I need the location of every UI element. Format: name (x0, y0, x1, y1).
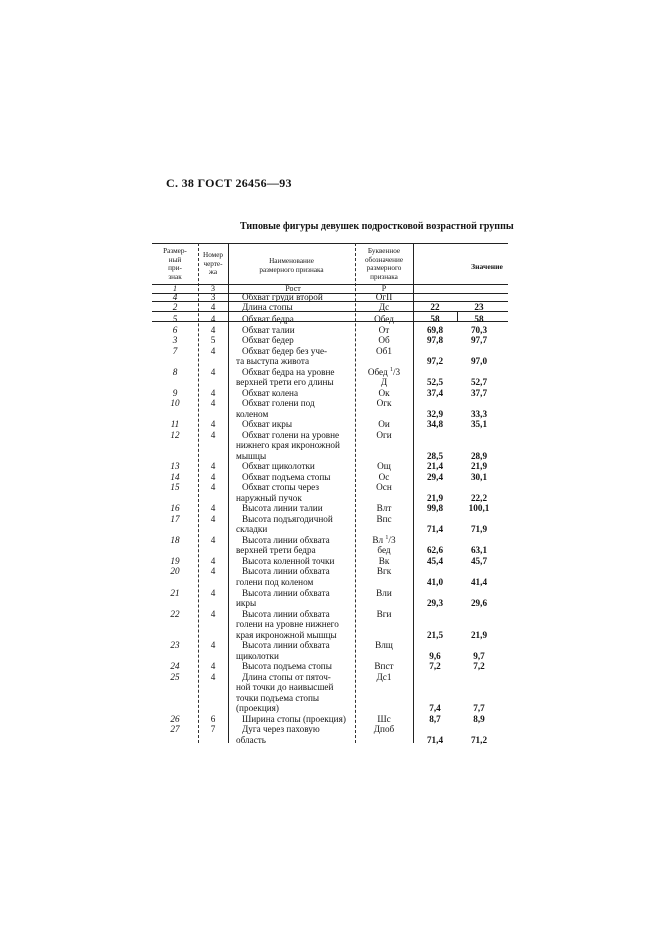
row-drawing-number: 4 (210, 429, 216, 440)
row-name: голени под коленом (236, 577, 314, 587)
row-symbol: Впс (376, 513, 392, 524)
page-header: С. 38 ГОСТ 26456—93 (166, 176, 292, 190)
row-name: Обхват щиколотки (242, 461, 315, 472)
header-line: Номер (203, 251, 223, 259)
row-name: Обхват подъема стопы (242, 471, 331, 482)
row-drawing-number: 4 (210, 314, 216, 324)
row-value-22: 37,4 (426, 387, 444, 398)
row-number: 15 (170, 482, 180, 493)
row-name: область (236, 734, 266, 745)
row-value-22: 21,9 (426, 492, 444, 503)
row-name: наружный пучок (236, 492, 302, 503)
header-line: размерного (366, 264, 402, 272)
row-number: 9 (172, 387, 178, 398)
row-drawing-number: 4 (210, 566, 216, 577)
row-symbol: Ои (378, 419, 390, 430)
row-drawing-number: 7 (210, 724, 216, 735)
row-symbol: Обед $^1$/3 (367, 366, 401, 377)
row-value-22: 62,6 (426, 545, 444, 556)
row-number: 25 (170, 671, 180, 682)
row-symbol: Обед (374, 314, 394, 324)
row-symbol: Вли (376, 587, 392, 598)
row-value-23: 9,7 (473, 650, 485, 661)
row-name: Высота линии талии (242, 503, 323, 514)
row-symbol: Об1 (376, 345, 392, 356)
row-drawing-number: 4 (210, 534, 216, 545)
row-name: ной точки до наивысшей (236, 682, 334, 693)
table-top-border (152, 243, 508, 244)
row-name: верхней трети его длины (236, 377, 334, 388)
row-number: 11 (170, 419, 180, 430)
row-value-22: 71,4 (426, 524, 444, 535)
row-drawing-number: 4 (210, 345, 216, 356)
row-value-22: 22 (430, 302, 440, 312)
row-name: края икроножной мышцы (236, 629, 337, 640)
row-value-23: 52,7 (470, 377, 488, 388)
index-drawing: 3 (211, 284, 215, 293)
row-name: Высота линии обхвата (242, 587, 330, 598)
header-line: Наименование (269, 257, 314, 265)
row-name: икры (236, 598, 257, 609)
row-symbol: Осн (376, 482, 392, 493)
row-name: Высота линии обхвата (242, 534, 330, 545)
row-name: щиколотки (236, 650, 279, 661)
header-line: Размер- (163, 247, 187, 255)
row-drawing-number: 5 (210, 335, 216, 346)
row-value-22: 29,4 (426, 471, 444, 482)
row-name: голени на уровне нижнего (236, 619, 339, 630)
row-drawing-number: 4 (210, 661, 216, 672)
header-line: жа (208, 268, 218, 276)
row-drawing-number: 4 (210, 482, 216, 493)
row-symbol: Впст (374, 661, 394, 672)
row-value-23: 37,7 (470, 387, 488, 398)
row-symbol: Вги (376, 608, 392, 619)
header-line: знак (168, 272, 182, 281)
header-drawing (198, 251, 228, 277)
row-value-23: 28,9 (470, 450, 488, 461)
row-symbol: Вл $^1$/3 (372, 534, 396, 545)
row-name: Обхват бедер без уче- (242, 345, 328, 356)
row-symbol: Д (380, 377, 388, 388)
row-number: 24 (170, 661, 180, 672)
row-value-23: 21,9 (470, 629, 488, 640)
row-value-22: 69,8 (426, 324, 444, 335)
row-drawing-number: 4 (210, 671, 216, 682)
row-name: Обхват бедра (242, 314, 294, 324)
index-number: 1 (173, 284, 177, 293)
row-value-23: 7,2 (473, 661, 485, 672)
row-symbol: Вгк (376, 566, 392, 577)
row-name: Дуга через паховую (242, 724, 320, 735)
row-drawing-number: 4 (210, 419, 216, 430)
row-symbol: Об (378, 335, 390, 346)
row-symbol: От (378, 324, 390, 335)
row-number: 20 (170, 566, 180, 577)
row-number: 12 (170, 429, 180, 440)
row-name: складки (236, 524, 268, 535)
row-value-23: 7,7 (473, 703, 485, 714)
row-name: Обхват талии (242, 324, 295, 335)
row-number: 3 (172, 335, 178, 346)
row-name: точки подъема стопы (236, 692, 320, 703)
row-name: Высота подъема стопы (242, 661, 332, 672)
row-value-23: 58 (474, 314, 484, 324)
row-name: Обхват стопы через (242, 482, 319, 493)
row-value-22: 29,3 (426, 598, 444, 609)
row-symbol: Вк (378, 555, 390, 566)
row-value-23: 22,2 (470, 492, 488, 503)
row-value-23: 33,3 (470, 408, 488, 419)
row-name: Обхват бедер (242, 335, 294, 346)
row-symbol: Влт (376, 503, 392, 514)
row-drawing-number: 4 (210, 640, 216, 651)
row-symbol: бед (377, 545, 391, 556)
row-symbol: Оги (376, 429, 392, 440)
row-name: Высота линии обхвата (242, 566, 330, 577)
header-line: признака (370, 272, 398, 281)
row-name: Обхват колена (242, 387, 299, 398)
header-line: ный (168, 255, 182, 264)
row-number: 16 (170, 503, 180, 514)
row-value-22: 52,5 (426, 377, 444, 388)
row-symbol: Ос (378, 471, 390, 482)
header-symbol (355, 247, 413, 281)
row-number: 23 (170, 640, 180, 651)
row-symbol: Огк (376, 398, 392, 409)
row-drawing-number: 4 (210, 471, 216, 482)
table-caption: Типовые фигуры девушек подростковой возрастной группы (240, 221, 514, 232)
row-value-22: 41,0 (426, 577, 444, 587)
row-number: 5 (172, 314, 178, 324)
row-name: та выступа живота (236, 356, 310, 367)
row-name: Обхват икры (242, 419, 293, 430)
row-drawing-number: 3 (210, 292, 216, 302)
row-value-22: 21,5 (426, 629, 444, 640)
row-number: 13 (170, 461, 180, 472)
row-name: Длина стопы (242, 302, 293, 312)
row-number: 14 (170, 471, 180, 482)
row-number: 19 (170, 555, 180, 566)
header-line: черте- (203, 259, 223, 268)
row-name: Обхват груди второй (242, 292, 323, 302)
row-number: 4 (172, 292, 178, 302)
row-value-22: 99,8 (426, 503, 444, 514)
row-value-22: 28,5 (426, 450, 444, 461)
row-value-22: 7,4 (429, 703, 441, 714)
row-value-23: 97,7 (470, 335, 488, 346)
row-name: Обхват голени на уровне (242, 429, 340, 440)
row-value-22: 97,8 (426, 335, 444, 346)
row-number: 22 (170, 608, 180, 619)
row-number: 10 (170, 398, 180, 409)
row-value-22: 32,9 (426, 408, 444, 419)
row-drawing-number: 4 (210, 608, 216, 619)
row-name: мышцы (236, 450, 267, 461)
row-value-23: 23 (474, 302, 484, 312)
row-drawing-number: 4 (210, 461, 216, 472)
row-name: верхней трети бедра (236, 545, 316, 556)
row-name: коленом (236, 408, 269, 419)
header-value: Значение (471, 262, 503, 271)
header-number (152, 247, 198, 281)
row-number: 17 (170, 513, 180, 524)
row-value-22: 71,4 (426, 734, 444, 745)
measurements-table (152, 243, 512, 753)
row-drawing-number: 6 (210, 713, 216, 724)
header-line: при- (168, 264, 182, 272)
row-drawing-number: 4 (210, 555, 216, 566)
header-line: обозначение (364, 255, 404, 264)
row-number: 8 (172, 366, 178, 377)
header-line: размерного признака (259, 265, 324, 274)
row-name: Длина стопы от пяточ- (242, 671, 331, 682)
row-name: Высота коленной точки (242, 555, 335, 566)
row-symbol: Влщ (375, 640, 393, 651)
row-value-22: 97,2 (426, 356, 444, 367)
index-symbol: Р (381, 284, 387, 293)
row-drawing-number: 4 (210, 587, 216, 598)
row-name: Обхват голени под (242, 398, 315, 409)
row-number: 2 (172, 302, 178, 312)
row-value-22: 8,7 (429, 713, 441, 724)
row-value-22: 34,8 (426, 419, 444, 430)
row-number: 26 (170, 713, 180, 724)
row-drawing-number: 4 (210, 302, 216, 312)
row-value-22: 58 (430, 314, 440, 324)
table-row (152, 301, 512, 313)
row-drawing-number: 4 (210, 513, 216, 524)
row-value-23: 45,7 (470, 555, 488, 566)
row-symbol: Дс1 (376, 671, 392, 682)
row-value-22: 7,2 (429, 661, 441, 672)
row-value-22: 21,4 (426, 461, 444, 472)
row-symbol: Дпоб (373, 724, 395, 735)
row-value-22: 9,6 (429, 650, 441, 661)
row-name: Обхват бедра на уровне (242, 366, 335, 377)
row-value-23: 29,6 (470, 598, 488, 609)
row-value-22: 45,4 (426, 555, 444, 566)
row-value-23: 8,9 (473, 713, 485, 724)
row-symbol: Ощ (377, 461, 391, 472)
row-name: Высота подъягодичной (242, 513, 333, 524)
row-name: (проекция) (236, 703, 279, 714)
row-drawing-number: 4 (210, 387, 216, 398)
row-value-23: 21,9 (470, 461, 488, 472)
row-name: нижнего края икроножной (236, 440, 340, 451)
header-line: Буквенное (367, 247, 401, 255)
header-name (228, 257, 355, 274)
row-value-23: 71,2 (470, 734, 488, 745)
row-drawing-number: 4 (210, 366, 216, 377)
row-value-23: 70,3 (470, 324, 488, 335)
table-row (152, 734, 512, 746)
row-value-23: 63,1 (470, 545, 488, 556)
row-number: 6 (172, 324, 178, 335)
row-value-23: 71,9 (470, 524, 488, 535)
row-drawing-number: 4 (210, 398, 216, 409)
row-name: Высота линии обхвата (242, 640, 330, 651)
row-value-23: 35,1 (470, 419, 488, 430)
row-name: Ширина стопы (проекция) (242, 713, 346, 724)
row-value-23: 41,4 (470, 577, 488, 587)
row-symbol: Дс (378, 302, 390, 312)
row-name: Высота линии обхвата (242, 608, 330, 619)
row-symbol: Шс (377, 713, 391, 724)
row-value-23: 97,0 (470, 356, 488, 367)
row-value-23: 100,1 (468, 503, 490, 514)
row-drawing-number: 4 (210, 324, 216, 335)
row-number: 7 (172, 345, 178, 356)
row-symbol: Ок (378, 387, 390, 398)
row-value-23: 30,1 (470, 471, 488, 482)
row-symbol: ОгII (375, 292, 393, 302)
row-number: 21 (170, 587, 180, 598)
row-number: 27 (170, 724, 180, 735)
index-name: Рост (285, 284, 301, 293)
row-drawing-number: 4 (210, 503, 216, 514)
row-number: 18 (170, 534, 180, 545)
